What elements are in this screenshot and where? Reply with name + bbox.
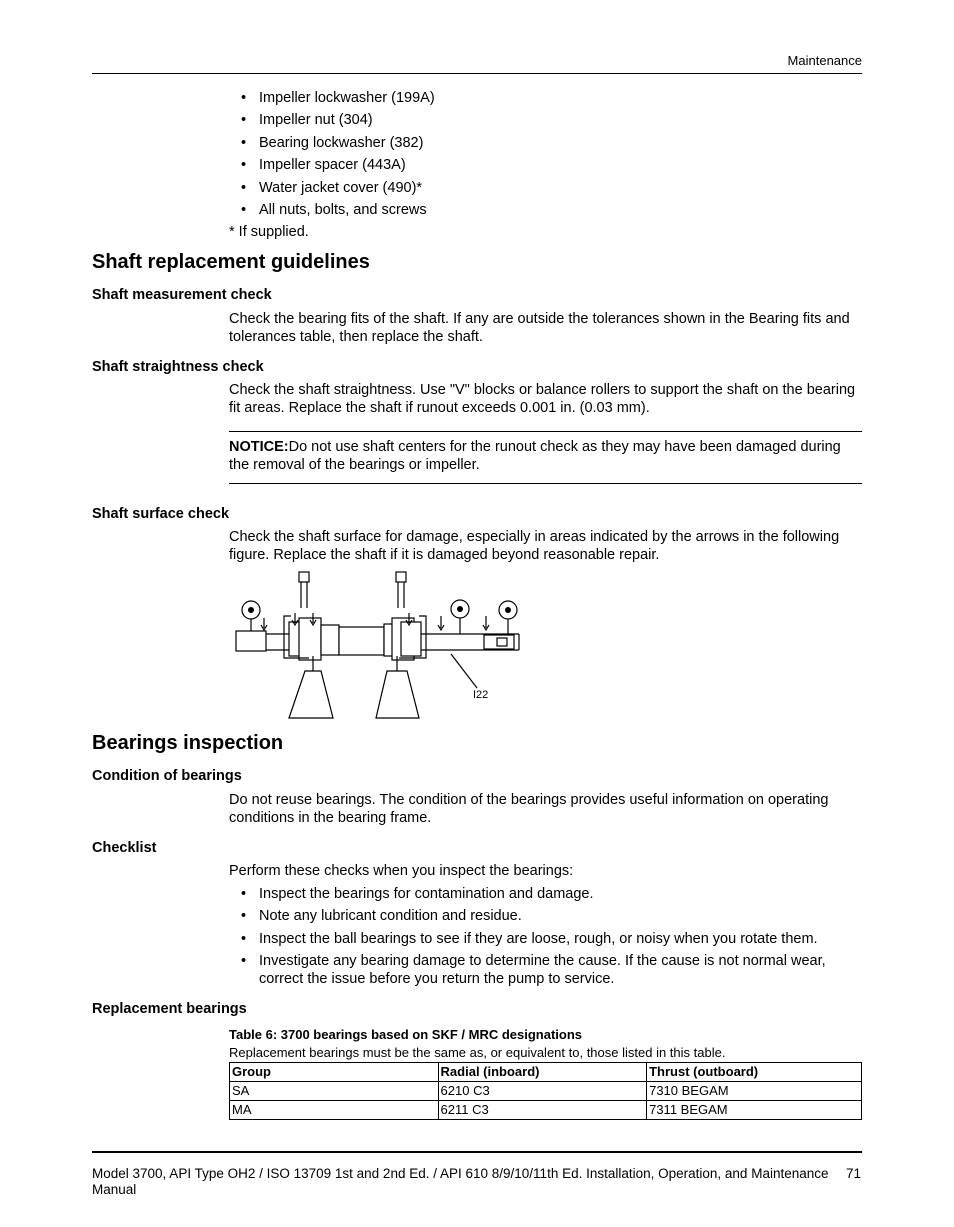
heading-shaft-straightness: Shaft straightness check: [92, 359, 264, 375]
table-cell: 6211 C3: [438, 1101, 647, 1120]
table-caption: Table 6: 3700 bearings based on SKF / MRC designations: [229, 1027, 583, 1042]
footer-divider: [92, 1151, 862, 1153]
heading-condition-of-bearings: Condition of bearings: [92, 768, 242, 784]
heading-replacement-bearings: Replacement bearings: [92, 1001, 247, 1017]
list-item: • Inspect the bearings for contamination and damage.: [229, 885, 862, 903]
table-cell: 7311 BEGAM: [647, 1101, 862, 1120]
header-divider: [92, 73, 862, 74]
list-item: • Impeller spacer (443A): [229, 156, 859, 174]
list-item: • Bearing lockwasher (382): [229, 134, 859, 152]
running-header: Maintenance: [787, 53, 862, 68]
heading-checklist: Checklist: [92, 840, 157, 856]
parts-list: [229, 89, 859, 219]
column-header: Thrust (outboard): [647, 1063, 862, 1082]
notice-box: [229, 431, 862, 484]
table-intro: Replacement bearings must be the same as, or equivalent to, those listed in this table.: [229, 1045, 726, 1060]
paragraph-shaft-surface: Check the shaft surface for damage, especially in areas indicated by the arrows in the following figure. Replace the shaft if it is damaged beyond reasonable repair.: [229, 529, 840, 563]
list-item: • All nuts, bolts, and screws: [229, 201, 859, 219]
table-cell: 7310 BEGAM: [647, 1082, 862, 1101]
footer-title: Model 3700, API Type OH2 / ISO 13709 1st and 2nd Ed. / API 610 8/9/10/11th Ed. Installation, Operation, and Maintenance Manual: [92, 1166, 829, 1197]
list-item: • Note any lubricant condition and residue.: [229, 907, 862, 925]
section-title-shaft: Shaft replacement guidelines: [92, 251, 370, 273]
table-cell: SA: [230, 1082, 439, 1101]
paragraph-shaft-measurement: Check the bearing fits of the shaft. If any are outside the tolerances shown in the Bearing fits and tolerances table, then replace the shaft.: [229, 311, 850, 345]
column-header: Radial (inboard): [438, 1063, 647, 1082]
page-number: 71: [845, 1166, 861, 1181]
table-cell: 6210 C3: [438, 1082, 647, 1101]
checklist-intro: Perform these checks when you inspect the bearings:: [229, 863, 574, 879]
shaft-runout-figure: [229, 568, 529, 723]
heading-shaft-surface: Shaft surface check: [92, 506, 230, 522]
list-item: • Impeller lockwasher (199A): [229, 89, 859, 107]
table-cell: MA: [230, 1101, 439, 1120]
column-header: Group: [230, 1063, 439, 1082]
checklist-items: [229, 885, 862, 988]
list-item: • Impeller nut (304): [229, 111, 859, 129]
list-item: • Inspect the ball bearings to see if they are loose, rough, or noisy when you rotate them.: [229, 930, 862, 948]
table-header-row: [230, 1063, 862, 1082]
list-item: • Investigate any bearing damage to determine the cause. If the cause is not normal wear, correct the issue before you return the pump to service.: [229, 952, 862, 988]
heading-shaft-measurement: Shaft measurement check: [92, 287, 272, 303]
bearings-table: [229, 1062, 862, 1120]
footnote: * If supplied.: [229, 224, 309, 240]
paragraph-condition-of-bearings: Do not reuse bearings. The condition of the bearings provides useful information on operating conditions in the bearing frame.: [229, 792, 829, 826]
notice-text: [229, 438, 862, 474]
notice-label: NOTICE:: [229, 439, 289, 455]
table-row: [230, 1082, 862, 1101]
notice-body: Do not use shaft centers for the runout check as they may have been damaged during the removal of the bearings or impeller.: [229, 439, 841, 473]
paragraph-shaft-straightness: Check the shaft straightness. Use "V" blocks or balance rollers to support the shaft on the bearing fit areas. Replace the shaft if runout exceeds 0.001 in. (0.03 mm).: [229, 382, 856, 416]
section-title-bearings: Bearings inspection: [92, 732, 284, 754]
figure-label: I22: [473, 689, 489, 701]
list-item: • Water jacket cover (490)*: [229, 179, 859, 197]
table-row: [230, 1101, 862, 1120]
